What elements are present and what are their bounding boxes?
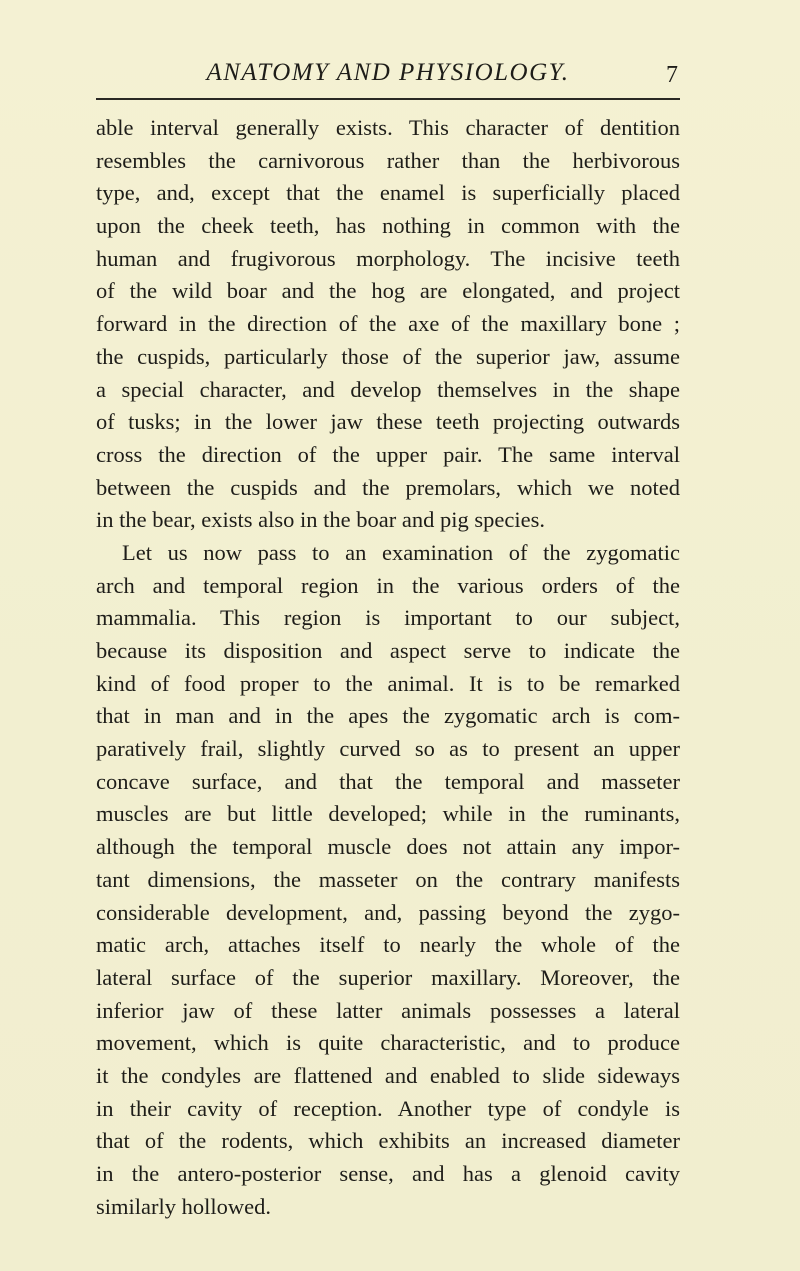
text-line: in the bear, exists also in the boar and pig species. xyxy=(96,507,545,533)
text-line: it the condyles are flattened and enabled to slide sideways xyxy=(96,1062,680,1088)
text-line: because its disposition and aspect serve to indicate the xyxy=(96,638,680,663)
text-line: of tusks; in the lower jaw these teeth projecting outwards xyxy=(96,409,680,435)
text-line: between the cuspids and the premolars, which we noted xyxy=(96,474,680,500)
text-line: upon the cheek teeth, has nothing in common with the xyxy=(96,213,680,239)
text-line: able interval generally exists. This character of dentition xyxy=(96,115,680,140)
text-line: forward in the direction of the axe of the maxillary bone ; xyxy=(96,311,680,337)
page-number: 7 xyxy=(666,62,678,88)
text-line: of the wild boar and the hog are elongated, and project xyxy=(96,278,680,304)
text-line: paratively frail, slightly curved so as to present an upper xyxy=(96,736,680,762)
text-line: type, and, except that the enamel is superficially placed xyxy=(96,180,680,206)
text-line: muscles are but little developed; while in the ruminants, xyxy=(96,801,680,827)
text-line: inferior jaw of these latter animals possesses a lateral xyxy=(96,997,680,1023)
text-line: Let us now pass to an examination of the zygomatic xyxy=(122,539,680,565)
text-line: mammalia. This region is important to our subject, xyxy=(96,605,680,631)
text-line: in their cavity of reception. Another type of condyle is xyxy=(96,1095,680,1121)
text-line: the cuspids, particularly those of the superior jaw, assume xyxy=(96,343,680,369)
text-line: lateral surface of the superior maxillary. Moreover, the xyxy=(96,964,680,990)
page-header xyxy=(96,56,680,100)
running-title: ANATOMY AND PHYSIOLOGY. xyxy=(206,59,570,86)
text-line: cross the direction of the upper pair. The same interval xyxy=(96,441,680,467)
text-line: matic arch, attaches itself to nearly the whole of the xyxy=(96,932,680,958)
text-line: human and frugivorous morphology. The incisive teeth xyxy=(96,245,680,271)
text-line: a special character, and develop themselves in the shape xyxy=(96,376,680,402)
text-line: concave surface, and that the temporal and masseter xyxy=(96,768,680,794)
text-line: kind of food proper to the animal. It is to be remarked xyxy=(96,670,680,696)
text-line: similarly hollowed. xyxy=(96,1193,271,1219)
text-line: considerable development, and, passing beyond the zygo- xyxy=(96,899,680,925)
text-line: tant dimensions, the masseter on the contrary manifests xyxy=(96,866,680,892)
text-line: that of the rodents, which exhibits an increased diameter xyxy=(96,1128,680,1154)
text-line: arch and temporal region in the various orders of the xyxy=(96,572,680,598)
body-text xyxy=(96,112,680,1223)
text-line: in the antero-posterior sense, and has a glenoid cavity xyxy=(96,1161,680,1186)
text-line: although the temporal muscle does not attain any impor- xyxy=(96,834,680,860)
text-line: resembles the carnivorous rather than the herbivorous xyxy=(96,147,680,173)
text-line: that in man and in the apes the zygomatic arch is com- xyxy=(96,703,680,729)
header-rule xyxy=(96,98,680,100)
text-line: movement, which is quite characteristic, and to produce xyxy=(96,1030,680,1056)
